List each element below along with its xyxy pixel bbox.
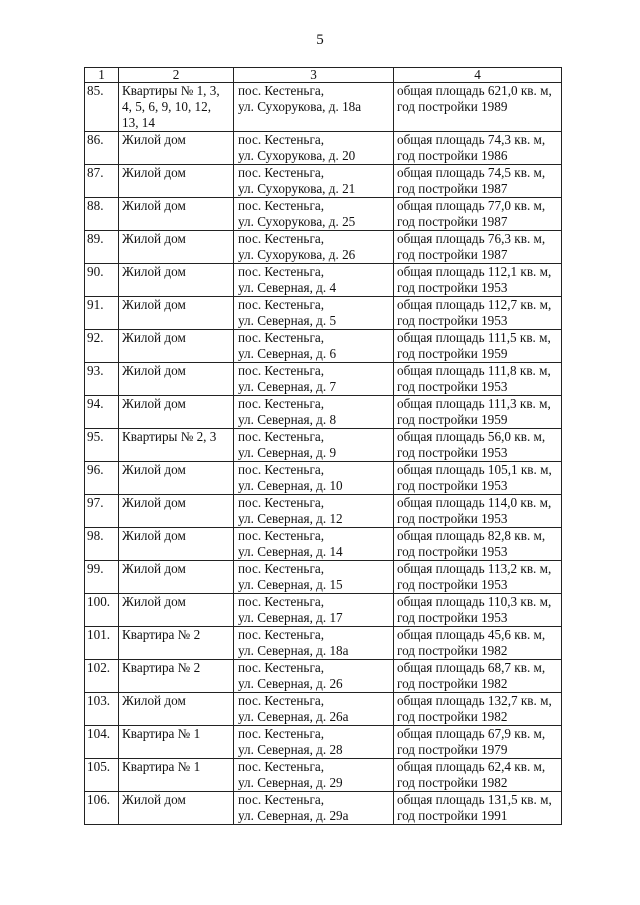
property-type (119, 528, 234, 561)
property-details (394, 660, 562, 693)
property-type (119, 693, 234, 726)
details-line: общая площадь 82,8 кв. м, (397, 528, 546, 543)
details-line: общая площадь 67,9 кв. м, (397, 726, 546, 741)
details-line: год постройки 1953 (397, 577, 508, 592)
row-number: 97. (85, 495, 119, 528)
details-line: год постройки 1982 (397, 643, 508, 658)
property-details (394, 528, 562, 561)
details-line: общая площадь 621,0 кв. м, (397, 83, 552, 98)
details-line: общая площадь 62,4 кв. м, (397, 759, 546, 774)
property-address (234, 165, 394, 198)
address-line: пос. Кестеньга, (238, 83, 325, 98)
property-address (234, 660, 394, 693)
row-number: 103. (85, 693, 119, 726)
details-line: общая площадь 77,0 кв. м, (397, 198, 546, 213)
row-number: 85. (85, 83, 119, 132)
row-number: 91. (85, 297, 119, 330)
property-address (234, 792, 394, 825)
row-number: 93. (85, 363, 119, 396)
property-address (234, 264, 394, 297)
row-number: 100. (85, 594, 119, 627)
property-type (119, 561, 234, 594)
row-number: 99. (85, 561, 119, 594)
table-row (85, 396, 562, 429)
property-type (119, 396, 234, 429)
table-row (85, 330, 562, 363)
header-col-4: 4 (394, 68, 562, 83)
details-line: год постройки 1982 (397, 775, 508, 790)
row-number: 95. (85, 429, 119, 462)
details-line: год постройки 1979 (397, 742, 508, 757)
property-type-text: Жилой дом (122, 198, 186, 213)
details-line: год постройки 1953 (397, 478, 508, 493)
address-line: пос. Кестеньга, (238, 693, 325, 708)
property-type (119, 83, 234, 132)
table-row (85, 726, 562, 759)
address-line: пос. Кестеньга, (238, 198, 325, 213)
property-address (234, 462, 394, 495)
address-line: ул. Северная, д. 10 (238, 478, 343, 493)
details-line: общая площадь 56,0 кв. м, (397, 429, 546, 444)
property-type (119, 198, 234, 231)
row-number: 106. (85, 792, 119, 825)
address-line: пос. Кестеньга, (238, 594, 325, 609)
address-line: пос. Кестеньга, (238, 396, 325, 411)
details-line: общая площадь 112,7 кв. м, (397, 297, 552, 312)
address-line: пос. Кестеньга, (238, 462, 325, 477)
property-details (394, 561, 562, 594)
address-line: ул. Северная, д. 4 (238, 280, 337, 295)
address-line: пос. Кестеньга, (238, 561, 325, 576)
address-line: ул. Северная, д. 18а (238, 643, 349, 658)
property-address (234, 495, 394, 528)
property-type (119, 429, 234, 462)
details-line: год постройки 1986 (397, 148, 508, 163)
details-line: год постройки 1987 (397, 214, 508, 229)
address-line: ул. Северная, д. 5 (238, 313, 337, 328)
table-row (85, 429, 562, 462)
property-type-text: Квартира № 2 (122, 660, 201, 675)
address-line: пос. Кестеньга, (238, 132, 325, 147)
property-table (84, 67, 562, 825)
details-line: год постройки 1953 (397, 280, 508, 295)
address-line: ул. Северная, д. 6 (238, 346, 337, 361)
property-details (394, 495, 562, 528)
property-details (394, 594, 562, 627)
table-row (85, 759, 562, 792)
property-type-text: Жилой дом (122, 594, 186, 609)
property-type-text: Квартира № 1 (122, 726, 201, 741)
table-row (85, 528, 562, 561)
property-type-text: Жилой дом (122, 396, 186, 411)
header-col-1: 1 (85, 68, 119, 83)
address-line: пос. Кестеньга, (238, 495, 325, 510)
property-details (394, 693, 562, 726)
table-row (85, 264, 562, 297)
row-number: 104. (85, 726, 119, 759)
property-type-text: Жилой дом (122, 132, 186, 147)
property-details (394, 231, 562, 264)
property-type (119, 297, 234, 330)
table-row (85, 297, 562, 330)
property-type (119, 363, 234, 396)
details-line: год постройки 1953 (397, 610, 508, 625)
address-line: ул. Сухорукова, д. 26 (238, 247, 356, 262)
header-col-3: 3 (234, 68, 394, 83)
details-line: год постройки 1989 (397, 99, 508, 114)
property-details (394, 759, 562, 792)
table-row (85, 462, 562, 495)
page-number: 5 (316, 32, 324, 48)
row-number: 96. (85, 462, 119, 495)
details-line: год постройки 1982 (397, 676, 508, 691)
details-line: общая площадь 113,2 кв. м, (397, 561, 552, 576)
row-number: 89. (85, 231, 119, 264)
property-type (119, 132, 234, 165)
property-details (394, 198, 562, 231)
details-line: общая площадь 111,3 кв. м, (397, 396, 551, 411)
row-number: 98. (85, 528, 119, 561)
property-address (234, 429, 394, 462)
row-number: 88. (85, 198, 119, 231)
table-row (85, 231, 562, 264)
property-type-text: Квартира № 2 (122, 627, 201, 642)
property-type-text: Жилой дом (122, 330, 186, 345)
property-details (394, 83, 562, 132)
table-row (85, 693, 562, 726)
property-address (234, 627, 394, 660)
property-type-text: Квартиры № 1, 3, 4, 5, 6, 9, 10, 12, 13, 14 (122, 83, 220, 130)
details-line: год постройки 1959 (397, 412, 508, 427)
property-details (394, 462, 562, 495)
details-line: общая площадь 111,5 кв. м, (397, 330, 551, 345)
property-details (394, 297, 562, 330)
address-line: пос. Кестеньга, (238, 297, 325, 312)
property-type (119, 627, 234, 660)
address-line: ул. Северная, д. 28 (238, 742, 343, 757)
property-type (119, 594, 234, 627)
property-address (234, 561, 394, 594)
address-line: ул. Сухорукова, д. 20 (238, 148, 356, 163)
property-details (394, 429, 562, 462)
details-line: год постройки 1953 (397, 544, 508, 559)
address-line: пос. Кестеньга, (238, 660, 325, 675)
details-line: год постройки 1991 (397, 808, 508, 823)
address-line: пос. Кестеньга, (238, 528, 325, 543)
property-type-text: Жилой дом (122, 264, 186, 279)
address-line: ул. Северная, д. 8 (238, 412, 337, 427)
property-type (119, 330, 234, 363)
details-line: общая площадь 68,7 кв. м, (397, 660, 546, 675)
property-address (234, 132, 394, 165)
property-type-text: Жилой дом (122, 792, 186, 807)
property-address (234, 231, 394, 264)
property-address (234, 726, 394, 759)
details-line: год постройки 1959 (397, 346, 508, 361)
property-details (394, 627, 562, 660)
property-type (119, 759, 234, 792)
details-line: год постройки 1953 (397, 445, 508, 460)
property-details (394, 330, 562, 363)
details-line: год постройки 1987 (397, 247, 508, 262)
address-line: ул. Сухорукова, д. 21 (238, 181, 356, 196)
property-details (394, 792, 562, 825)
table-body (85, 83, 562, 825)
details-line: общая площадь 45,6 кв. м, (397, 627, 546, 642)
address-line: ул. Северная, д. 26а (238, 709, 349, 724)
table-row (85, 561, 562, 594)
property-details (394, 726, 562, 759)
property-address (234, 330, 394, 363)
address-line: пос. Кестеньга, (238, 165, 325, 180)
table-row (85, 363, 562, 396)
property-type (119, 726, 234, 759)
address-line: ул. Северная, д. 7 (238, 379, 337, 394)
address-line: ул. Северная, д. 12 (238, 511, 343, 526)
property-type-text: Жилой дом (122, 693, 186, 708)
table-row (85, 165, 562, 198)
address-line: пос. Кестеньга, (238, 264, 325, 279)
property-type-text: Жилой дом (122, 495, 186, 510)
property-address (234, 759, 394, 792)
property-type-text: Квартиры № 2, 3 (122, 429, 217, 444)
address-line: ул. Северная, д. 26 (238, 676, 343, 691)
address-line: ул. Северная, д. 29а (238, 808, 349, 823)
property-address (234, 297, 394, 330)
property-type-text: Жилой дом (122, 297, 186, 312)
property-type (119, 264, 234, 297)
property-type (119, 231, 234, 264)
details-line: общая площадь 74,5 кв. м, (397, 165, 546, 180)
property-type-text: Жилой дом (122, 165, 186, 180)
row-number: 101. (85, 627, 119, 660)
header-row (85, 68, 562, 83)
table-row (85, 83, 562, 132)
property-address (234, 363, 394, 396)
address-line: пос. Кестеньга, (238, 627, 325, 642)
table-row (85, 792, 562, 825)
property-type (119, 660, 234, 693)
property-type (119, 495, 234, 528)
row-number: 102. (85, 660, 119, 693)
property-details (394, 165, 562, 198)
address-line: ул. Северная, д. 15 (238, 577, 343, 592)
address-line: ул. Сухорукова, д. 18а (238, 99, 362, 114)
property-address (234, 594, 394, 627)
address-line: ул. Северная, д. 29 (238, 775, 343, 790)
address-line: ул. Северная, д. 14 (238, 544, 343, 559)
address-line: ул. Сухорукова, д. 25 (238, 214, 356, 229)
property-address (234, 396, 394, 429)
table-row (85, 627, 562, 660)
address-line: пос. Кестеньга, (238, 792, 325, 807)
row-number: 90. (85, 264, 119, 297)
property-type-text: Жилой дом (122, 231, 186, 246)
address-line: пос. Кестеньга, (238, 429, 325, 444)
property-details (394, 264, 562, 297)
details-line: общая площадь 132,7 кв. м, (397, 693, 552, 708)
table-row (85, 660, 562, 693)
property-address (234, 528, 394, 561)
details-line: год постройки 1953 (397, 379, 508, 394)
details-line: год постройки 1987 (397, 181, 508, 196)
row-number: 105. (85, 759, 119, 792)
table-row (85, 495, 562, 528)
details-line: год постройки 1953 (397, 313, 508, 328)
details-line: общая площадь 131,5 кв. м, (397, 792, 552, 807)
address-line: пос. Кестеньга, (238, 363, 325, 378)
property-details (394, 363, 562, 396)
table-row (85, 198, 562, 231)
details-line: общая площадь 114,0 кв. м, (397, 495, 552, 510)
row-number: 86. (85, 132, 119, 165)
property-address (234, 693, 394, 726)
address-line: пос. Кестеньга, (238, 330, 325, 345)
address-line: ул. Северная, д. 9 (238, 445, 337, 460)
property-type (119, 462, 234, 495)
table-row (85, 132, 562, 165)
property-details (394, 132, 562, 165)
property-type-text: Жилой дом (122, 528, 186, 543)
address-line: ул. Северная, д. 17 (238, 610, 343, 625)
property-type-text: Жилой дом (122, 561, 186, 576)
details-line: год постройки 1982 (397, 709, 508, 724)
address-line: пос. Кестеньга, (238, 726, 325, 741)
details-line: год постройки 1953 (397, 511, 508, 526)
property-details (394, 396, 562, 429)
details-line: общая площадь 111,8 кв. м, (397, 363, 551, 378)
table-row (85, 594, 562, 627)
details-line: общая площадь 110,3 кв. м, (397, 594, 552, 609)
property-type (119, 792, 234, 825)
header-col-2: 2 (119, 68, 234, 83)
row-number: 87. (85, 165, 119, 198)
property-type (119, 165, 234, 198)
row-number: 94. (85, 396, 119, 429)
property-address (234, 198, 394, 231)
details-line: общая площадь 76,3 кв. м, (397, 231, 546, 246)
address-line: пос. Кестеньга, (238, 759, 325, 774)
row-number: 92. (85, 330, 119, 363)
details-line: общая площадь 112,1 кв. м, (397, 264, 552, 279)
details-line: общая площадь 105,1 кв. м, (397, 462, 552, 477)
details-line: общая площадь 74,3 кв. м, (397, 132, 546, 147)
property-type-text: Жилой дом (122, 462, 186, 477)
address-line: пос. Кестеньга, (238, 231, 325, 246)
property-address (234, 83, 394, 132)
property-type-text: Квартира № 1 (122, 759, 201, 774)
property-type-text: Жилой дом (122, 363, 186, 378)
